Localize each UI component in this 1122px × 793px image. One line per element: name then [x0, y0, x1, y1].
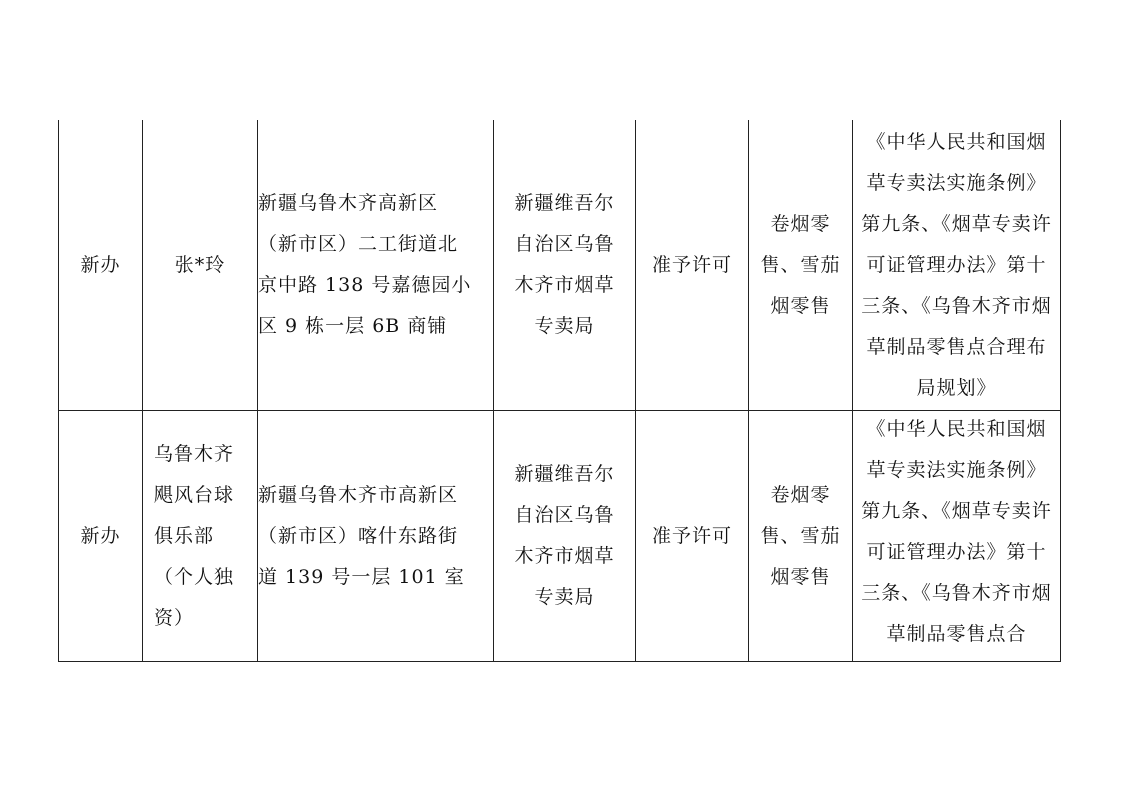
- decision-cell: [636, 120, 749, 411]
- scope-text: 卷烟零售、雪茄烟零售: [760, 483, 841, 588]
- basis-cell: [853, 120, 1061, 411]
- license-table: [58, 120, 1061, 662]
- table-row: [59, 411, 1061, 662]
- name-text: 乌鲁木齐飓风台球俱乐部（个人独资）: [154, 442, 235, 629]
- basis-cell: [853, 411, 1061, 662]
- decision-cell: [636, 411, 749, 662]
- address-text: 新疆乌鲁木齐高新区（新市区）二工街道北京中路 138 号嘉德园小区 9 栋一层 6B 商铺: [258, 192, 472, 337]
- name-text: 张*玲: [174, 253, 226, 276]
- scope-cell: [749, 120, 853, 411]
- name-cell: [143, 411, 258, 662]
- scope-text: 卷烟零售、雪茄烟零售: [760, 212, 841, 317]
- address-cell: [258, 120, 494, 411]
- type-cell: [59, 411, 143, 662]
- authority-text: 新疆维吾尔自治区乌鲁木齐市烟草专卖局: [514, 463, 615, 608]
- authority-cell: [494, 411, 636, 662]
- address-text: 新疆乌鲁木齐市高新区（新市区）喀什东路街道 139 号一层 101 室: [258, 483, 465, 588]
- name-cell: [143, 120, 258, 411]
- decision-text: 准予许可: [651, 524, 732, 547]
- decision-text: 准予许可: [651, 253, 732, 276]
- table-row: [59, 120, 1061, 411]
- authority-cell: [494, 120, 636, 411]
- authority-text: 新疆维吾尔自治区乌鲁木齐市烟草专卖局: [514, 192, 615, 337]
- basis-text: 《中华人民共和国烟草专卖法实施条例》第九条、《烟草专卖许可证管理办法》第十三条、《乌鲁木齐市烟草制品零售点合理布局规划》: [861, 130, 1052, 399]
- address-cell: [258, 411, 494, 662]
- type-text: 新办: [80, 253, 121, 276]
- type-text: 新办: [80, 524, 121, 547]
- scope-cell: [749, 411, 853, 662]
- type-cell: [59, 120, 143, 411]
- basis-text: 《中华人民共和国烟草专卖法实施条例》第九条、《烟草专卖许可证管理办法》第十三条、《乌鲁木齐市烟草制品零售点合: [861, 418, 1052, 645]
